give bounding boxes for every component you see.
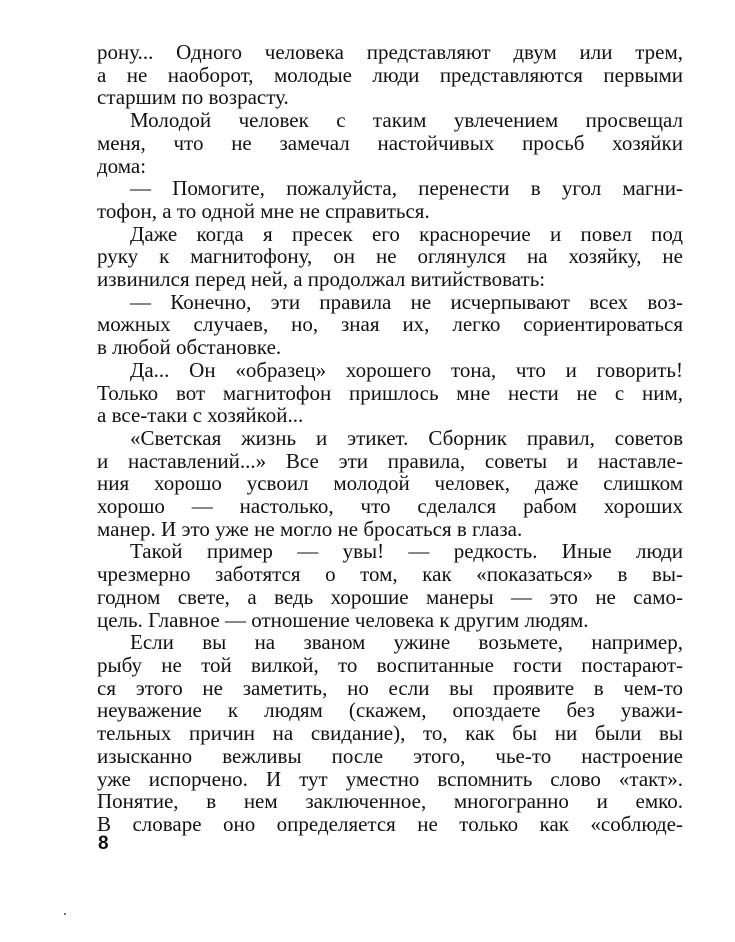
text-line: изысканно вежливы после этого, чье-то настроение: [97, 743, 683, 768]
text-line: Да... Он «образец» хорошего тона, что и говорить!: [130, 357, 683, 382]
text-line: рону... Одного человека представляют двум или трем,: [97, 40, 683, 64]
text-line: и наставлений...» Все эти правила, советы и наставле-: [97, 448, 683, 473]
text-line: меня, что не замечал настойчивых просьб хозяйки: [97, 130, 683, 155]
scan-speck: [64, 913, 66, 915]
text-line: уже испорчено. И тут уместно вспомнить слово «такт».: [97, 766, 683, 791]
text-line: «Светская жизнь и этикет. Сборник правил, советов: [130, 425, 683, 450]
text-line: Даже когда я пресек его красноречие и повел под: [130, 221, 683, 246]
text-line: рыбу не той вилкой, то воспитанные гости постарают-: [97, 652, 683, 677]
paragraph: [97, 41, 683, 109]
paragraph: [97, 177, 683, 222]
text-line: Только вот магнитофон пришлось мне нести не с ним,: [97, 380, 683, 405]
paragraph: [97, 540, 683, 631]
text-line: Молодой человек с таким увлечением просвещал: [130, 108, 683, 133]
paragraph: [97, 223, 683, 291]
text-line: можных случаев, но, зная их, легко сориентироваться: [97, 312, 683, 337]
text-line: а не наоборот, молодые люди представляются первыми: [97, 62, 683, 87]
body-text: [97, 41, 683, 836]
text-line: старшим по возрасту.: [97, 85, 289, 110]
text-line: дома:: [97, 153, 147, 178]
paragraph: [97, 109, 683, 177]
text-line: манер. И это уже не могло не бросаться в глаза.: [97, 516, 523, 541]
text-line: — Конечно, эти правила не исчерпывают всех воз-: [130, 289, 683, 314]
text-line: цель. Главное — отношение человека к другим людям.: [97, 607, 589, 632]
text-line: в любой обстановке.: [97, 335, 282, 360]
text-line: ся этого не заметить, но если вы проявите в чем-то: [97, 675, 683, 700]
text-line: тофон, а то одной мне не справиться.: [97, 198, 430, 223]
text-line: тельных причин на свидание), то, как бы ни были вы: [97, 721, 683, 746]
paragraph: [97, 291, 683, 359]
paragraph: [97, 359, 683, 427]
text-line: Такой пример — увы! — редкость. Иные люди: [130, 539, 683, 564]
text-line: — Помогите, пожалуйста, перенести в угол магни-: [130, 176, 683, 201]
paragraph: [97, 631, 683, 835]
text-line: извинился перед ней, а продолжал витийствовать:: [97, 267, 546, 292]
text-line: ния хорошо усвоил молодой человек, даже слишком: [97, 471, 683, 496]
text-line: а все-таки с хозяйкой...: [97, 403, 304, 428]
text-line: руку к магнитофону, он не оглянулся на хозяйку, не: [97, 244, 683, 269]
page-number: 8: [98, 833, 109, 854]
text-line: чрезмерно заботятся о том, как «показаться» в вы-: [97, 562, 683, 587]
text-line: неуважение к людям (скажем, опоздаете без уважи-: [97, 698, 683, 723]
text-line: Если вы на званом ужине возьмете, например,: [130, 630, 683, 655]
text-line: Понятие, в нем заключенное, многогранно и емко.: [97, 789, 683, 814]
paragraph: [97, 427, 683, 541]
text-line: хорошо — настолько, что сделался рабом хороших: [97, 494, 683, 519]
text-line: В словаре оно определяется не только как «соблюде-: [97, 811, 683, 836]
text-line: годном свете, а ведь хорошие манеры — это не само-: [97, 584, 683, 609]
